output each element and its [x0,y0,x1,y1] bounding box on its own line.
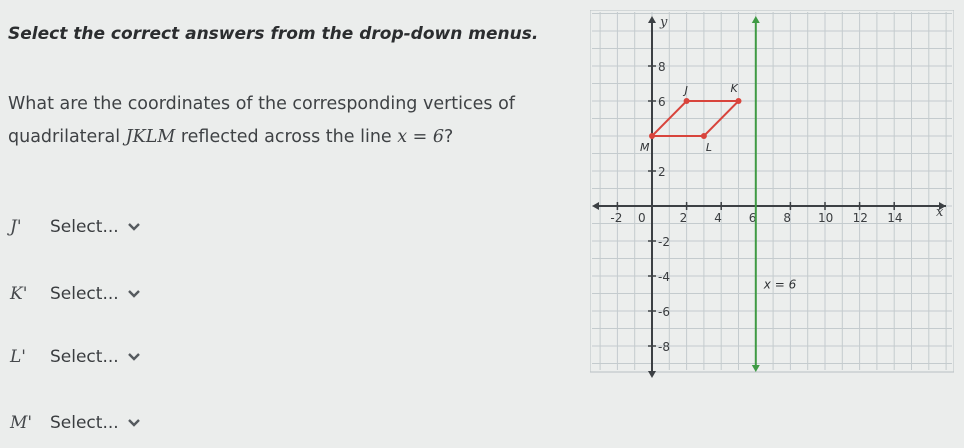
y-tick-label: -6 [658,305,670,319]
coordinate-graph [590,10,954,382]
question-line-2 [8,121,568,154]
question-mid: reflected across the line [175,127,398,147]
vertex-point-j [684,98,690,104]
select-text-m: Select... [50,413,119,433]
vertex-label-l: L' [10,347,26,367]
vertex-point-k [736,98,742,104]
x-tick-label: 6 [748,211,757,225]
question-suffix: ? [444,127,454,147]
shape-name: JKLM [125,127,176,147]
question-prefix: quadrilateral [8,127,126,147]
line-equation: x = 6 [397,127,445,147]
chevron-down-icon [127,418,141,428]
select-text-j: Select... [50,217,119,237]
select-dropdown-l[interactable] [50,347,141,367]
answer-row-l [10,342,141,372]
vertex-label-m: M' [10,413,33,433]
y-tick-label: 2 [658,165,666,179]
x-tick-label: 8 [783,211,792,225]
x-tick-label: 10 [818,211,834,225]
instruction-text: Select the correct answers from the drop-down menus. [8,24,539,44]
answer-row-k [10,279,141,309]
select-text-k: Select... [50,284,119,304]
vertex-label-j: J [684,84,688,97]
chevron-down-icon [127,289,141,299]
answer-row-j [10,212,141,242]
graph-frame [590,10,954,372]
vertex-label-k: K [730,82,738,95]
vertex-point-l [701,133,707,139]
x-tick-label: 14 [887,211,903,225]
vertex-label-m: M [640,141,650,154]
y-tick-label: -8 [658,340,670,354]
select-dropdown-k[interactable] [50,284,141,304]
y-axis-label: y [660,15,668,30]
reflection-line-label: x = 6 [763,277,797,292]
vertex-label-l: L [705,141,713,154]
x-tick-label: 0 [638,211,646,225]
x-tick-label: -2 [610,211,623,225]
select-dropdown-m[interactable] [50,413,141,433]
x-tick-label: 4 [714,211,722,225]
question-text [8,88,568,154]
y-tick-label: -4 [658,270,670,284]
y-tick-label: -2 [658,235,670,249]
x-tick-label: 12 [852,211,868,225]
chevron-down-icon [127,352,141,362]
select-dropdown-j[interactable] [50,217,141,237]
x-axis-label: x [936,205,944,220]
vertex-label-k: K' [10,284,28,304]
chevron-down-icon [127,222,141,232]
question-line-1: What are the coordinates of the corresponding vertices of [8,94,515,114]
vertex-label-j: J' [10,217,22,237]
answer-row-m [10,408,141,438]
x-tick-label: 2 [679,211,688,225]
y-tick-label: 8 [658,60,666,74]
y-tick-label: 6 [658,95,666,109]
select-text-l: Select... [50,347,119,367]
y-axis-arrow-icon [648,371,656,378]
vertex-point-m [649,133,655,139]
